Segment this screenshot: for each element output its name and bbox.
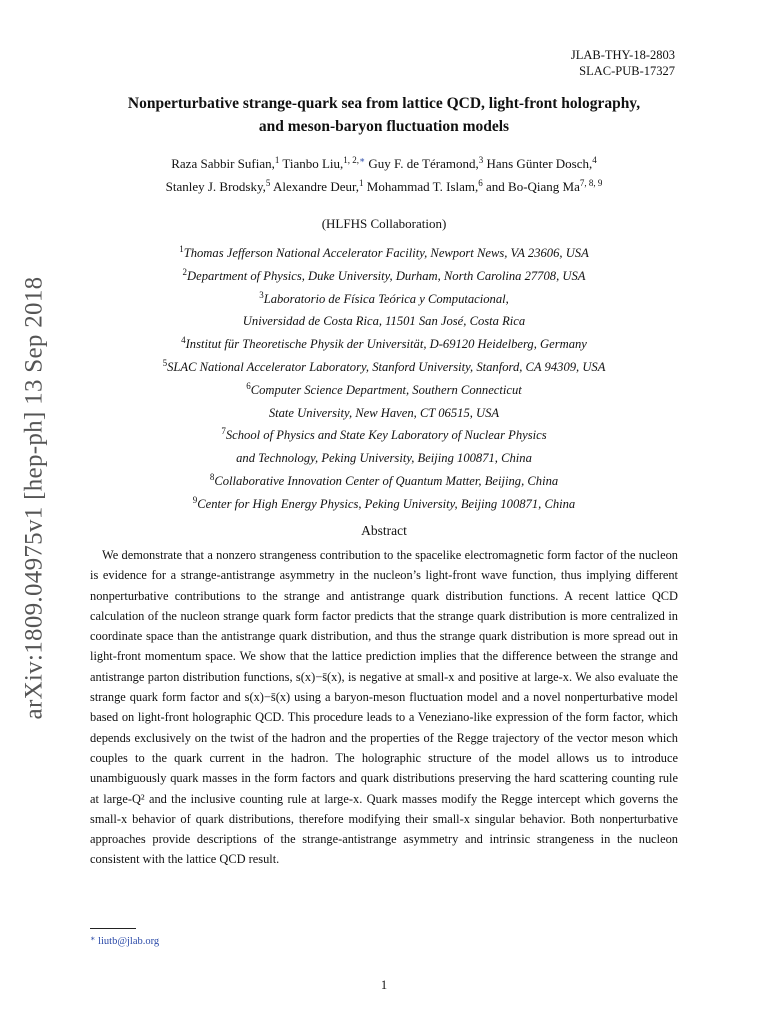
author-affil-ref: 1 (274, 155, 280, 165)
author-line (90, 175, 678, 198)
report-numbers (571, 47, 675, 79)
author-name: Tianbo Liu, (282, 156, 344, 171)
affiliation-line (90, 402, 678, 425)
author-name: and Bo-Qiang Ma (486, 179, 580, 194)
title-line: Nonperturbative strange-quark sea from lattice QCD, light-front holography, (127, 95, 641, 112)
author-name: Stanley J. Brodsky, (165, 179, 266, 194)
author-name: Raza Sabbir Sufian, (171, 156, 275, 171)
affiliation-line (90, 288, 678, 311)
affiliation-text: Department of Physics, Duke University, Durham, North Carolina 27708, USA (187, 268, 586, 283)
author-name: Hans Günter Dosch, (486, 156, 593, 171)
affiliation-number: 5 (162, 357, 168, 368)
affiliation-line (90, 493, 678, 516)
author-affil-ref: 4 (592, 155, 597, 165)
affiliation-line (90, 447, 678, 470)
author-affil-ref: 1, 2, (343, 155, 360, 165)
abstract-body (90, 545, 678, 870)
affiliation-number: 2 (182, 266, 188, 277)
affiliation-line (90, 265, 678, 288)
author-affil-ref: 1 (359, 178, 364, 188)
affiliation-number: 8 (209, 471, 215, 482)
author-affil-ref: 7, 8, 9 (579, 178, 603, 188)
author-name: Alexandre Deur, (272, 179, 360, 194)
author-affil-ref: 3 (478, 155, 484, 165)
arxiv-stamp (14, 268, 54, 728)
affiliation-line (90, 310, 678, 333)
affiliation-text: Computer Science Department, Southern Connecticut (250, 382, 522, 397)
affiliation-text: State University, New Haven, CT 06515, USA (268, 405, 500, 420)
affiliation-text: Universidad de Costa Rica, 11501 San José, Costa Rica (242, 314, 526, 329)
affiliation-line (90, 424, 678, 447)
affiliation-number: 6 (246, 380, 251, 391)
affiliation-number: 7 (221, 426, 226, 437)
report-number: JLAB-THY-18-2803 (570, 48, 675, 62)
author-line (90, 152, 678, 175)
affiliation-list (90, 242, 678, 516)
author-list (90, 152, 678, 198)
arxiv-stamp-text: arXiv:1809.04975v1 [hep-ph] 13 Sep 2018 (20, 276, 48, 720)
affiliation-line (90, 356, 678, 379)
paper-title (90, 92, 678, 138)
affiliation-line (90, 333, 678, 356)
affiliation-text: Laboratorio de Física Teórica y Computacional, (263, 291, 509, 306)
affiliation-number: 1 (179, 244, 184, 254)
footnote-rule (90, 928, 136, 929)
author-email-link[interactable]: liutb@jlab.org (98, 936, 160, 947)
author-name: Guy F. de Téramond, (368, 156, 479, 171)
abstract-heading: Abstract (361, 523, 407, 538)
affiliation-number: 9 (192, 494, 198, 505)
affiliation-text: School of Physics and State Key Laboratory of Nuclear Physics (225, 428, 547, 443)
author-affil-ref: 6 (478, 178, 483, 188)
affiliation-line (90, 242, 678, 265)
affiliation-number: 4 (181, 335, 186, 346)
affiliation-line (90, 379, 678, 402)
affiliation-line (90, 470, 678, 493)
footnote (90, 934, 159, 947)
author-footnote-link[interactable]: ∗ (359, 155, 366, 165)
affiliation-number: 3 (259, 289, 264, 300)
affiliation-text: SLAC National Accelerator Laboratory, Stanford University, Stanford, CA 94309, USA (167, 359, 606, 374)
affiliation-text: Collaborative Innovation Center of Quantum Matter, Beijing, China (214, 473, 559, 488)
author-affil-ref: 5 (265, 178, 271, 188)
footnote-mark: ∗ (90, 934, 96, 943)
author-name: Mohammad T. Islam, (366, 179, 479, 194)
affiliation-text: Center for High Energy Physics, Peking University, Beijing 100871, China (197, 496, 576, 511)
affiliation-text: Thomas Jefferson National Accelerator Facility, Newport News, VA 23606, USA (183, 246, 589, 260)
title-line: and meson-baryon fluctuation models (258, 118, 510, 135)
collaboration-name: (HLFHS Collaboration) (321, 216, 447, 231)
affiliation-text: and Technology, Peking University, Beijing 100871, China (236, 451, 532, 466)
report-number: SLAC-PUB-17327 (579, 64, 675, 78)
page-number: 1 (380, 978, 388, 992)
abstract-text: We demonstrate that a nonzero strangeness contribution to the spacelike electromagnetic form factor of the nucleon is evidence for a strange-antistrange asymmetry in the nucleon’s light-front wave function, thus implying different nonperturbative contributions to the strange and antistrange quark distribution functions. A recent lattice QCD calculation of the nucleon strange quark form factor predicts that the strange quark distribution is more centralized in coordinate space than the antistrange quark distribution, and thus the strange quark distribution is more spread out in light-front momentum space. We show that the lattice prediction implies that the difference between the strange and antistrange parton distribution functions, s(x)−s̄(x), is negative at small-x and positive at large-x. We also evaluate the strange quark form factor and s(x)−s̄(x) using a baryon-meson fluctuation model and a novel nonperturbative model based on light-front holographic QCD. This procedure leads to a Veneziano-like expression of the form factor, which depends exclusively on the twist of the hadron and the properties of the Regge trajectory of the vector meson which couples to the quark current in the hadron. The holographic structure of the model allows us to introduce unambiguously quark masses in the form factors and quark distributions preserving the hard scattering counting rule at large-Q² and the inclusive counting rule at large-x. Quark masses modify the Regge intercept which governs the small-x behavior of quark distributions, therefore modifying their small-x singular behavior. Both nonperturbative approaches provide descriptions of the strange-antistrange asymmetry and intrinsic strangeness in the nucleon consistent with the lattice QCD result. (90, 548, 678, 867)
affiliation-text: Institut für Theoretische Physik der Universität, D-69120 Heidelberg, Germany (185, 337, 587, 352)
